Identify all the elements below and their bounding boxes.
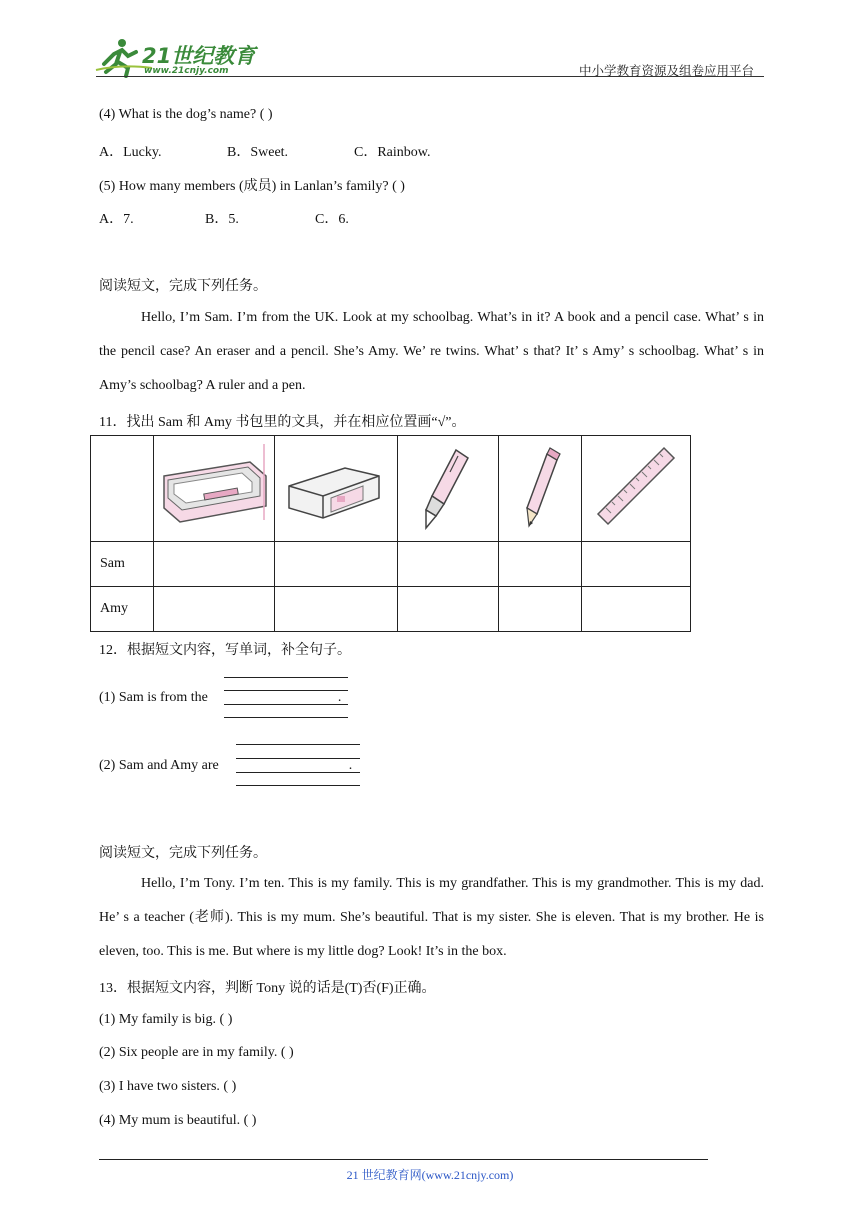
eraser-icon [275,436,397,536]
answer-line [236,785,360,786]
table-row [91,587,691,632]
q5-option-c: C．6. [315,212,349,227]
amy-pen-check[interactable] [398,587,499,632]
answer-line [224,717,348,718]
passage1-instruction: 阅读短文，完成下列任务。 [99,279,267,294]
pen-icon [398,436,498,536]
answer-line [224,677,348,678]
q13-item-2: (2) Six people are in my family. ( ) [99,1045,294,1060]
question-11-title: 11．找出 Sam 和 Amy 书包里的文具，并在相应位置画“√”。 [99,415,466,430]
answer-line [236,744,360,745]
q4-option-b: B．Sweet. [227,145,289,160]
amy-pencil-case-check[interactable] [154,587,275,632]
table-corner-cell [91,436,154,542]
row-label-sam: Sam [91,542,154,587]
question-12-title: 12．根据短文内容，写单词，补全句子。 [99,643,351,658]
pencil-icon [499,436,581,536]
q12-s1-answer-blank[interactable] [224,704,348,705]
pencil-case-cell [154,436,275,542]
q12-s1-period: . [337,690,342,705]
question-13-title: 13．根据短文内容，判断 Tony 说的话是(T)否(F)正确。 [99,981,436,996]
ruler-icon [582,436,690,536]
answer-line [224,690,348,691]
sam-eraser-check[interactable] [275,542,398,587]
passage2-instruction: 阅读短文，完成下列任务。 [99,846,267,861]
answer-line [236,758,360,759]
q12-s2-period: . [348,758,353,773]
sam-pencil-case-check[interactable] [154,542,275,587]
sam-ruler-check[interactable] [582,542,691,587]
footer-text: 21 世纪教育网(www.21cnjy.com) [346,1168,514,1182]
q13-item-3: (3) I have two sisters. ( ) [99,1079,237,1094]
q12-s1-text: (1) Sam is from the [99,690,208,705]
q4-option-a: A．Lucky. [99,145,162,160]
q5-option-a: A．7. [99,212,134,227]
stationery-table [90,435,691,632]
question-4: (4) What is the dog’s name? ( ) [99,107,273,122]
q5-option-b: B．5. [205,212,239,227]
ruler-cell [582,436,691,542]
passage2-body: Hello, I’m Tony. I’m ten. This is my family. This is my grandfather. This is my grandmother. This is my dad. He’ s a teacher (老师). This is my mum. She’s beautiful. That is my sister. She is eleven. That is my brother. He is eleven, too. This is me. But where is my little dog? Look! It’s in the box. [99,876,764,959]
amy-pencil-check[interactable] [499,587,582,632]
pen-cell [398,436,499,542]
pencil-case-icon [154,436,274,536]
logo-url: www.21cnjy.com [144,66,229,76]
pencil-cell [499,436,582,542]
passage2-text [99,867,764,969]
question-5: (5) How many members (成员) in Lanlan’s family? ( ) [99,179,405,194]
amy-ruler-check[interactable] [582,587,691,632]
q12-s2-text: (2) Sam and Amy are [99,758,219,773]
sam-pen-check[interactable] [398,542,499,587]
q13-item-4: (4) My mum is beautiful. ( ) [99,1113,257,1128]
table-row [91,542,691,587]
q4-option-c: C．Rainbow. [354,145,431,160]
passage1-text [99,301,764,403]
row-label-amy: Amy [91,587,154,632]
footer-divider [99,1159,708,1160]
logo-text: 21世纪教育 [142,44,256,68]
amy-eraser-check[interactable] [275,587,398,632]
site-logo [92,34,262,78]
q12-s2-answer-blank[interactable] [236,772,360,773]
q13-item-1: (1) My family is big. ( ) [99,1012,233,1027]
passage1-body: Hello, I’m Sam. I’m from the UK. Look at my schoolbag. What’s in it? A book and a pencil case. What’ s in the pencil case? An eraser and a pencil. She’s Amy. We’ re twins. What’ s that? It’ s Amy’ s schoolbag. What’ s in Amy’s schoolbag? A ruler and a pen. [99,310,764,393]
header-platform-text: 中小学教育资源及组卷应用平台 [578,64,754,78]
sam-pencil-check[interactable] [499,542,582,587]
eraser-cell [275,436,398,542]
header-divider [96,76,764,77]
